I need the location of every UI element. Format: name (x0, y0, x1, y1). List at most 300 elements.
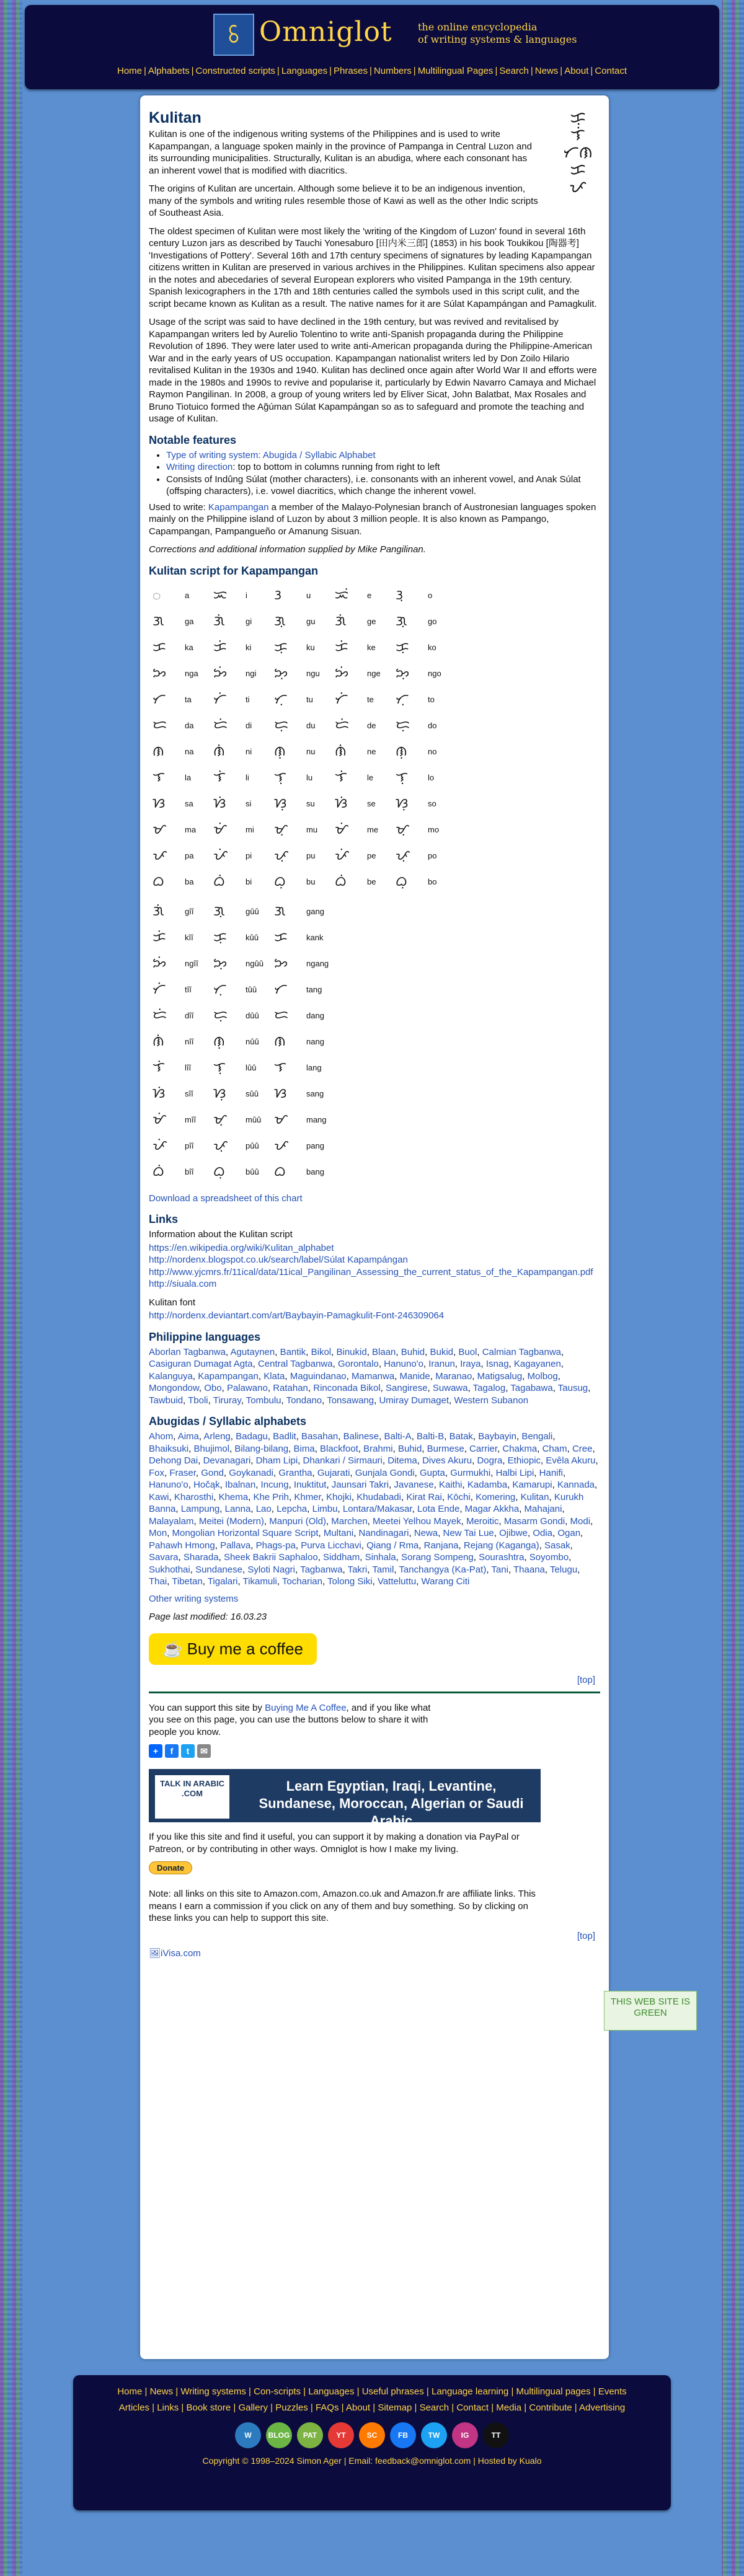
social-blog-icon[interactable]: BLOG (266, 2422, 292, 2448)
footer-nav-puzzles[interactable]: Puzzles (275, 2402, 308, 2413)
top-navigation (25, 66, 719, 76)
language-link[interactable]: Newa (414, 1528, 438, 1538)
kapampangan-link[interactable]: Kapampangan (208, 501, 269, 513)
language-link[interactable]: Kapampangan (198, 1370, 259, 1382)
language-link[interactable]: Iraya (460, 1359, 481, 1369)
writing-direction-text: : top to bottom in columns running from right to left (232, 462, 440, 472)
language-link[interactable]: Badagu (236, 1431, 268, 1442)
language-link[interactable]: Lampung (180, 1504, 220, 1514)
language-link[interactable]: Evêla Akuru (546, 1455, 596, 1466)
language-link[interactable]: Balti-B (417, 1431, 445, 1442)
language-link[interactable]: Dham Lipi (255, 1455, 298, 1466)
kulitan-glyph: ᜊᜓ (274, 873, 286, 889)
ivisa-link[interactable] (149, 1948, 201, 1959)
top-link-2[interactable]: [top] (577, 1930, 595, 1941)
kulitan-syllable-label: ta (185, 694, 192, 704)
language-link[interactable]: Bhaiksuki (149, 1443, 189, 1454)
language-link[interactable]: Brahmi (363, 1443, 393, 1454)
language-link[interactable]: Bengali (521, 1431, 553, 1442)
language-link[interactable]: Baybayin (478, 1431, 516, 1442)
footer-nav-articles[interactable]: Articles (118, 2402, 149, 2413)
language-link[interactable]: Kamarupi (512, 1480, 552, 1490)
language-link[interactable]: Bikol (311, 1346, 332, 1357)
language-link[interactable]: Meetei Yelhou Mayek (373, 1515, 461, 1527)
language-link[interactable]: Agutaynen (230, 1346, 275, 1357)
language-link[interactable]: Arleng (203, 1431, 231, 1442)
language-link[interactable]: Sinhala (365, 1552, 396, 1563)
language-link[interactable]: Ethiopic (507, 1455, 541, 1466)
kulitan-syllable-label: kank (306, 932, 324, 942)
abugidas-heading: Abugidas / Syllabic alphabets (149, 1415, 307, 1427)
kulitan-glyph: ᜎᜓ (213, 1059, 226, 1075)
footer-nav-home[interactable]: Home (117, 2386, 143, 2397)
nav-news[interactable]: News (534, 66, 559, 76)
language-link[interactable]: Tagalog (472, 1383, 506, 1393)
language-link[interactable]: Mamanwa (352, 1370, 395, 1382)
kulitan-glyph: ᜐᜓ (274, 795, 287, 811)
language-link[interactable]: Molbog (527, 1370, 558, 1382)
kulitan-glyph: ᜈᜓ (213, 1033, 225, 1049)
share-add-icon[interactable]: + (149, 1744, 162, 1758)
nav-phrases[interactable]: Phrases (333, 66, 368, 76)
type-of-writing-system-link[interactable]: Type of writing system: Abugida / Syllabic Alphabet (166, 449, 376, 461)
language-link[interactable]: Telugu (549, 1564, 578, 1575)
kulitan-syllable-label: ge (367, 616, 376, 626)
language-link[interactable]: Chakma (502, 1443, 538, 1454)
language-link[interactable]: Siddham (323, 1552, 360, 1563)
history-paragraph-1: The oldest specimen of Kulitan were most likely the 'writing of the Kingdom of Luzon' found in several 16th century Luzon jars as described by Tauchi Yonesaburo [田内米三郎] (1853) in his book Toukikou [陶器考] 'Investigations of Pottery'. Several 16th and 17th century specimens of signatures by leading Kapampangan citizens written in Kulitan are preserved in various archives in the Philippines. Kulitan specimens also appear in the notes and abecedaries of several European explorers who visited Pampanga in the 19th century. Spanish lexicographers in the 17th and 18th centuries called the symbols used in this script culit, and the script became known as Kulitan as a result. The native names for it are Súlat Kapampángan and Pamagkulit. (149, 226, 597, 309)
footer-nav-faqs[interactable]: FAQs (315, 2402, 339, 2413)
language-link[interactable]: Ojibwe (499, 1528, 528, 1538)
language-link[interactable]: Binukid (336, 1346, 367, 1357)
language-link[interactable]: Isnag (485, 1359, 509, 1369)
kulitan-glyph: ᜃ (274, 929, 288, 945)
language-link[interactable]: Kaithi (438, 1480, 463, 1490)
kulitan-syllable-label: ne (367, 746, 376, 756)
kulitan-glyph: ᜅᜓ (274, 665, 288, 681)
social-icons (73, 2422, 671, 2448)
talk-in-arabic-banner[interactable] (149, 1769, 541, 1828)
footer-nav-contact[interactable]: Contact (456, 2402, 489, 2413)
social-yt-icon[interactable]: YT (328, 2422, 354, 2448)
language-link[interactable]: Lota Ende (417, 1504, 460, 1514)
language-link[interactable]: Gujarati (317, 1467, 350, 1478)
nav-contact[interactable]: Contact (595, 66, 627, 76)
language-link[interactable]: Tibetan (172, 1576, 203, 1587)
nav-search[interactable]: Search (499, 66, 529, 76)
language-link[interactable]: Sourashtra (479, 1552, 525, 1563)
language-link[interactable]: Hočąk (193, 1480, 220, 1490)
language-link[interactable]: Kadamba (467, 1480, 508, 1490)
kulitan-syllable-label: pang (306, 1140, 324, 1150)
language-link[interactable]: Incung (260, 1480, 289, 1490)
language-link[interactable]: Lontara/Makasar (342, 1504, 412, 1514)
language-link[interactable]: Western Subanon (454, 1395, 529, 1406)
links-list (149, 1242, 600, 1290)
language-link[interactable]: Khema (218, 1491, 249, 1502)
external-link[interactable]: http://siuala.com (149, 1279, 217, 1289)
language-link[interactable]: Ratahan (273, 1383, 308, 1393)
language-link[interactable]: Tanchangya (Ka-Pat) (399, 1564, 487, 1575)
share-email-icon[interactable]: ✉ (197, 1744, 211, 1758)
language-link[interactable]: Kannada (557, 1480, 595, 1490)
share-buttons (149, 1744, 600, 1758)
philippine-languages-list: Aborlan Tagbanwa, Agutaynen, Bantik, Bikol, Binukid, Blaan, Buhid, Bukid, Buol, Calmian Tagbanwa, Casiguran Dumagat Agta, Central Tagbanwa, Gorontalo, Hanuno'o, Iranun, Iraya, Isnag, Kagayanen, Kalanguya, Kapampangan, Klata, Maguindanao, Mamanwa, Manide, Maranao, Matigsalug, Molbog, Mongondow, Obo, Palawano, Ratahan, Rinconada Bikol, Sangirese, Suwawa, Tagalog, Tagabawa, Tausug, Tawbuid, Tboli, Tiruray, Tombulu, Tondano, Tonsawang, Umiray Dumaget, Western Subanon (149, 1346, 591, 1406)
writing-direction-link[interactable]: Writing direction (166, 462, 233, 472)
language-link[interactable]: Thaana (513, 1564, 545, 1575)
language-link[interactable]: Limbu (312, 1504, 338, 1514)
share-facebook-icon[interactable]: f (165, 1744, 179, 1758)
language-link[interactable]: Badlit (273, 1431, 296, 1442)
kulitan-glyph: ᜇᜒ (213, 717, 228, 733)
other-writing-systems-link[interactable]: Other writing systems (149, 1593, 239, 1604)
language-link[interactable]: Rinconada Bikol (313, 1383, 381, 1393)
language-link[interactable]: Fox (149, 1467, 165, 1478)
language-link[interactable]: Dogra (477, 1455, 503, 1466)
footer-nav-search[interactable]: Search (419, 2402, 450, 2413)
language-link[interactable]: Maranao (435, 1370, 472, 1382)
kulitan-glyph: ᜇᜒ (335, 717, 350, 733)
language-link[interactable]: Komering (476, 1491, 516, 1502)
language-link[interactable]: Kagayanen (513, 1359, 561, 1369)
language-link[interactable]: Klata (264, 1370, 285, 1382)
social-fb-icon[interactable]: FB (390, 2422, 416, 2448)
language-link[interactable]: Mon (149, 1528, 167, 1538)
language-link[interactable]: Tausug (557, 1383, 588, 1393)
corrections-note (149, 544, 600, 556)
language-link[interactable]: Balti-A (384, 1431, 412, 1442)
language-link[interactable]: Phags-pa (255, 1540, 296, 1551)
language-link[interactable]: Dives Akuru (422, 1455, 472, 1466)
kulitan-glyph: ᜊ (153, 873, 164, 889)
social-w-icon[interactable]: W (235, 2422, 261, 2448)
language-link[interactable]: Pahawh Hmong (149, 1540, 215, 1551)
external-link[interactable]: http://www.yjcmrs.fr/11ical/data/11ical_Pangilinan_Assessing_the_current_status_of_the_Kapampangan.pdf (149, 1266, 593, 1277)
language-link[interactable]: Mongondow (149, 1383, 199, 1393)
language-link[interactable]: Sundanese (195, 1564, 242, 1575)
language-link[interactable]: Tiruray (213, 1395, 241, 1406)
language-link[interactable]: Kōchi (447, 1491, 471, 1502)
footer-nav-media[interactable]: Media (496, 2402, 522, 2413)
kulitan-glyph: ᜋᜒ (153, 1111, 167, 1127)
language-link[interactable]: Malayalam (149, 1515, 194, 1527)
social-sc-icon[interactable]: SC (359, 2422, 385, 2448)
social-ig-icon[interactable]: IG (452, 2422, 478, 2448)
language-link[interactable]: Gupta (420, 1467, 445, 1478)
footer-nav-events[interactable]: Events (598, 2386, 627, 2397)
language-link[interactable]: Tamil (372, 1564, 394, 1575)
kulitan-glyph: ᜎᜒ (153, 1059, 166, 1075)
language-link[interactable]: New Tai Lue (443, 1528, 494, 1538)
language-link[interactable]: Bilang-bilang (234, 1443, 289, 1454)
paypal-donate-button[interactable]: Donate (149, 1861, 192, 1874)
language-link[interactable]: Masarm Gondi (503, 1515, 565, 1527)
language-link[interactable]: Magar Akkha (464, 1504, 520, 1514)
language-link[interactable]: Warang Citi (421, 1576, 470, 1587)
language-link[interactable]: Gunjala Gondi (355, 1467, 415, 1478)
language-link[interactable]: Calmian Tagbanwa (482, 1346, 562, 1357)
footer-nav-multilingual-pages[interactable]: Multilingual pages (516, 2386, 591, 2397)
language-link[interactable]: Ahom (149, 1431, 174, 1442)
language-link[interactable]: Gond (201, 1467, 224, 1478)
social-tt-icon[interactable]: TT (483, 2422, 509, 2448)
language-link[interactable]: Tagabawa (510, 1383, 553, 1393)
buying-me-a-coffee-link[interactable]: Buying Me A Coffee (265, 1702, 347, 1713)
language-link[interactable]: Tani (491, 1564, 508, 1575)
kulitan-syllable-label: bo (428, 876, 437, 886)
kulitan-glyph: ᜅᜒ (335, 665, 349, 681)
language-link[interactable]: Obo (204, 1383, 222, 1393)
nav-separator: | (329, 66, 332, 76)
kulitan-syllable-label: mi (246, 824, 254, 834)
kulitan-glyph: ᜐᜓ (213, 1085, 226, 1101)
nav-numbers[interactable]: Numbers (373, 66, 412, 76)
language-link[interactable]: Kulitan (520, 1491, 549, 1502)
kulitan-glyph: ᜄᜒ (335, 613, 347, 629)
kulitan-glyph: ᜅᜒ (213, 665, 228, 681)
language-link[interactable]: Mongolian Horizontal Square Script (172, 1528, 319, 1538)
language-link[interactable]: Cree (572, 1443, 593, 1454)
kulitan-syllable-label: ke (367, 642, 376, 652)
language-link[interactable]: Hanuno'o (384, 1359, 423, 1369)
language-link[interactable]: Mahajani (524, 1504, 562, 1514)
language-link[interactable]: Devanagari (203, 1455, 251, 1466)
footer-nav-links[interactable]: Links (157, 2402, 179, 2413)
language-link[interactable]: Fraser (169, 1467, 196, 1478)
language-link[interactable]: Tonsawang (327, 1395, 374, 1406)
font-link[interactable]: http://nordenx.deviantart.com/art/Baybayin-Pamagkulit-Font-246309064 (149, 1310, 445, 1321)
share-twitter-icon[interactable]: t (181, 1744, 195, 1758)
language-link[interactable]: Kirat Rai (406, 1491, 442, 1502)
kulitan-glyph: ᜀ (153, 587, 161, 603)
language-link[interactable]: Casiguran Dumagat Agta (149, 1359, 253, 1369)
nav-languages[interactable]: Languages (281, 66, 328, 76)
support-text-2: , and if you like what you see on this page, you can use the buttons below to share it with people you know. (149, 1702, 431, 1737)
kulitan-syllable-label: mo (428, 824, 440, 834)
language-link[interactable]: Meroitic (466, 1515, 499, 1527)
language-link[interactable]: Manpuri (Old) (269, 1515, 326, 1527)
language-link[interactable]: Sangirese (386, 1383, 428, 1393)
language-link[interactable]: Gorontalo (337, 1359, 379, 1369)
language-link[interactable]: Khe Prih (253, 1491, 289, 1502)
language-link[interactable]: Central Tagbanwa (257, 1359, 333, 1369)
nav-constructed-scripts[interactable]: Constructed scripts (195, 66, 275, 76)
language-link[interactable]: Aborlan Tagbanwa (149, 1346, 226, 1357)
kulitan-glyph: ᜅᜒ (153, 955, 167, 971)
language-link[interactable]: Kawi (149, 1491, 169, 1502)
language-link[interactable]: Basahan (301, 1431, 339, 1442)
kulitan-syllable-label: gîî (185, 906, 194, 916)
language-link[interactable]: Vatteluttu (377, 1576, 417, 1587)
kulitan-syllable-label: lu (306, 772, 313, 782)
footer-nav-writing-systems[interactable]: Writing systems (180, 2386, 246, 2397)
language-link[interactable]: Manide (399, 1370, 430, 1382)
kulitan-syllable-label: na (185, 746, 194, 756)
kulitan-syllable-label: nang (306, 1036, 324, 1046)
language-link[interactable]: Marchen (331, 1515, 368, 1527)
language-link[interactable]: Cham (542, 1443, 567, 1454)
language-link[interactable]: Inuktitut (293, 1480, 327, 1490)
language-link[interactable]: Bantik (280, 1346, 306, 1357)
language-link[interactable]: Tikamuli (242, 1576, 277, 1587)
language-link[interactable]: Ditema (388, 1455, 417, 1466)
download-spreadsheet-link[interactable]: Download a spreadsheet of this chart (149, 1193, 303, 1204)
language-link[interactable]: Hanuno'o (149, 1480, 188, 1490)
last-modified (149, 1611, 600, 1623)
external-link[interactable]: https://en.wikipedia.org/wiki/Kulitan_alphabet (149, 1242, 334, 1253)
language-link[interactable]: Qiang / Rma (366, 1540, 419, 1551)
nav-alphabets[interactable]: Alphabets (148, 66, 190, 76)
language-link[interactable]: Sheek Bakrii Saphaloo (223, 1552, 318, 1563)
language-link[interactable]: Tawbuid (149, 1395, 184, 1406)
buy-me-a-coffee-button[interactable]: ☕ Buy me a coffee (149, 1633, 317, 1665)
language-link[interactable]: Blackfoot (320, 1443, 358, 1454)
language-link[interactable]: Takri (347, 1564, 368, 1575)
kulitan-glyph: ᜉᜓ (213, 1137, 228, 1153)
language-link[interactable]: Kurukh Banna (149, 1491, 584, 1514)
top-link-1[interactable]: [top] (577, 1674, 595, 1685)
social-tw-icon[interactable]: TW (421, 2422, 447, 2448)
language-link[interactable]: Thai (149, 1576, 167, 1587)
site-logo[interactable] (188, 14, 585, 58)
language-link[interactable]: Balinese (343, 1431, 379, 1442)
language-link[interactable]: Soyombo (529, 1552, 569, 1563)
language-link[interactable]: Kharosthi (174, 1491, 214, 1502)
kulitan-glyph: ᜊᜒ (213, 873, 225, 889)
language-link[interactable]: Aima (177, 1431, 199, 1442)
kulitan-glyph: ᜆᜓ (213, 981, 227, 997)
language-link[interactable]: Gurmukhi (450, 1467, 491, 1478)
language-link[interactable]: Carrier (469, 1443, 498, 1454)
footer-separator: | (508, 2386, 516, 2397)
language-link[interactable]: Ibalnan (224, 1480, 256, 1490)
language-link[interactable]: Javanese (394, 1480, 434, 1490)
language-link[interactable]: Halbi Lipi (495, 1467, 534, 1478)
language-link[interactable]: Dehong Dai (149, 1455, 198, 1466)
footer-nav-news[interactable]: News (149, 2386, 174, 2397)
footer-nav-useful-phrases[interactable]: Useful phrases (361, 2386, 424, 2397)
language-link[interactable]: Burmese (427, 1443, 464, 1454)
language-link[interactable]: Tombulu (246, 1395, 281, 1406)
language-link[interactable]: Tboli (188, 1395, 208, 1406)
language-link[interactable]: Purva Licchavi (301, 1540, 361, 1551)
kulitan-syllable-label: lûû (246, 1062, 257, 1072)
language-link[interactable]: Lao (255, 1504, 272, 1514)
footer-nav-about[interactable]: About (345, 2402, 371, 2413)
language-link[interactable]: Umiray Dumaget (379, 1395, 449, 1406)
language-link[interactable]: Tolong Siki (327, 1576, 373, 1587)
language-link[interactable]: Sharada (183, 1552, 219, 1563)
kulitan-final-consonant-chart (153, 899, 600, 1185)
language-link[interactable]: Multani (323, 1528, 354, 1538)
language-link[interactable]: Palawano (226, 1383, 268, 1393)
kulitan-glyph: ᜆᜓ (274, 691, 288, 707)
language-link[interactable]: Khojki (326, 1491, 352, 1502)
language-link[interactable]: Kalanguya (149, 1370, 193, 1382)
language-link[interactable]: Suwawa (432, 1383, 468, 1393)
language-link[interactable]: Tigalari (207, 1576, 238, 1587)
footer-separator: | (449, 2402, 457, 2413)
language-link[interactable]: Tocharian (281, 1576, 322, 1587)
nav-home[interactable]: Home (117, 66, 142, 76)
language-link[interactable]: Tondano (286, 1395, 322, 1406)
footer-nav-advertising[interactable]: Advertising (579, 2402, 626, 2413)
nav-multilingual-pages[interactable]: Multilingual Pages (417, 66, 494, 76)
language-link[interactable]: Hanifi (539, 1467, 563, 1478)
language-link[interactable]: Nandinagari (358, 1528, 409, 1538)
language-link[interactable]: Maguindanao (290, 1370, 347, 1382)
kulitan-glyph: ᜈᜒ (335, 743, 347, 759)
kulitan-syllable-label: pe (367, 850, 376, 860)
language-link[interactable]: Bima (293, 1443, 315, 1454)
language-link[interactable]: Pallava (220, 1540, 251, 1551)
kulitan-glyph: ᜊᜓ (213, 1163, 225, 1180)
kulitan-syllable-label: bu (306, 876, 316, 886)
language-link[interactable]: Sasak (544, 1540, 570, 1551)
language-link[interactable]: Blaan (372, 1346, 396, 1357)
footer-nav-contribute[interactable]: Contribute (529, 2402, 572, 2413)
language-link[interactable]: Ranjana (423, 1540, 459, 1551)
language-link[interactable]: Bukid (430, 1346, 453, 1357)
nav-about[interactable]: About (564, 66, 589, 76)
kulitan-syllable-label: me (367, 824, 379, 834)
language-link[interactable]: Sorang Sompeng (401, 1552, 474, 1563)
footer-nav-gallery[interactable]: Gallery (238, 2402, 268, 2413)
language-link[interactable]: Buol (458, 1346, 477, 1357)
language-link[interactable]: Grantha (278, 1467, 312, 1478)
footer-nav-languages[interactable]: Languages (308, 2386, 355, 2397)
language-link[interactable]: Buhid (401, 1346, 425, 1357)
language-link[interactable]: Syloti Nagri (247, 1564, 296, 1575)
language-link[interactable]: Lepcha (277, 1504, 308, 1514)
language-link[interactable]: Khudabadi (356, 1491, 401, 1502)
language-link[interactable]: Khmer (294, 1491, 321, 1502)
language-link[interactable]: Savara (149, 1552, 179, 1563)
social-pat-icon[interactable]: PAT (297, 2422, 323, 2448)
language-link[interactable]: Bhujimol (193, 1443, 230, 1454)
language-link[interactable]: Modi (570, 1515, 591, 1527)
language-link[interactable]: Rejang (Kaganga) (463, 1540, 539, 1551)
language-link[interactable]: Buhid (397, 1443, 422, 1454)
external-link[interactable]: http://nordenx.blogspot.co.uk/search/label/Súlat Kapampángan (149, 1255, 408, 1265)
green-website-badge[interactable]: THIS WEB SITE IS GREEN (604, 1991, 697, 2031)
language-link[interactable]: Iranun (428, 1359, 455, 1369)
footer-nav-book-store[interactable]: Book store (186, 2402, 231, 2413)
language-link[interactable]: Meitei (Modern) (198, 1515, 264, 1527)
footer-nav-sitemap[interactable]: Sitemap (378, 2402, 412, 2413)
footer-nav-language-learning[interactable]: Language learning (432, 2386, 509, 2397)
language-link[interactable]: Ogan (557, 1528, 581, 1538)
kulitan-glyph: ᜅᜓ (396, 665, 410, 681)
kulitan-glyph: ᜎᜒ (335, 769, 348, 785)
language-link[interactable]: Goykanadi (229, 1467, 273, 1478)
language-link[interactable]: Dhankari / Sirmauri (303, 1455, 383, 1466)
language-link[interactable]: Matigsalug (477, 1370, 523, 1382)
language-link[interactable]: Sukhothai (149, 1564, 190, 1575)
used-text: a member of the Malayo-Polynesian branch of Austronesian languages spoken mainly on the Philippine island of Luzon by about 3 million people. It is also known as Pampango, Capampangan, Pampangueño or Amanung Sisuan. (149, 501, 596, 537)
language-link[interactable]: Tagbanwa (300, 1564, 343, 1575)
kulitan-syllable-label: kîî (185, 932, 193, 942)
language-link[interactable]: Lanna (224, 1504, 251, 1514)
language-link[interactable]: Batak (449, 1431, 473, 1442)
language-link[interactable]: Jaunsari Takri (331, 1480, 389, 1490)
language-link[interactable]: Odia (533, 1528, 552, 1538)
footer-nav-con-scripts[interactable]: Con-scripts (254, 2386, 301, 2397)
feature-consists: • Consists of Indûng Súlat (mother characters), i.e. consonants with an inherent vowel, and Anak Súlat (offsping characters), i.e. vowel diacritics, which change the inherent vowel. (166, 474, 600, 498)
kulitan-glyph: ᜃᜓ (274, 639, 288, 655)
copyright: Copyright © 1998–2024 Simon Ager | Email: feedback@omniglot.com | Hosted by Kualo (202, 2456, 542, 2466)
kulitan-glyph: ᜆᜒ (153, 981, 166, 997)
